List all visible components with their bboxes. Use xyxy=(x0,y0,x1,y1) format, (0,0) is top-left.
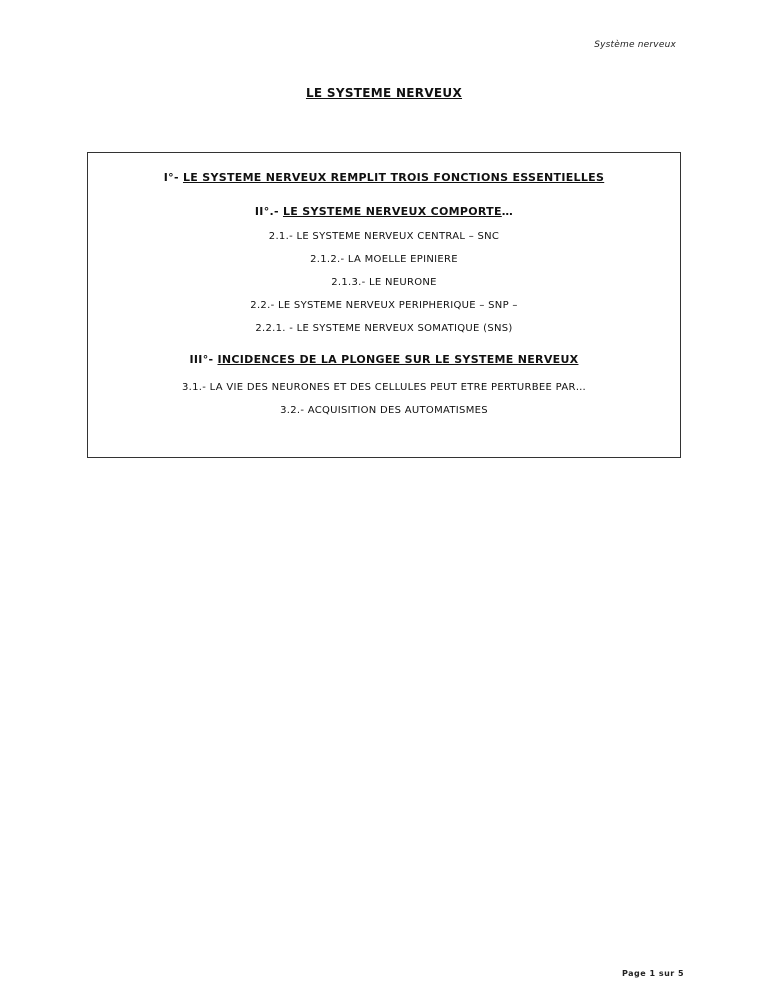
page-number: Page 1 sur 5 xyxy=(622,969,685,978)
running-header: Système nerveux xyxy=(594,40,676,50)
toc-section-2-heading: LE SYSTEME NERVEUX COMPORTE xyxy=(282,205,502,218)
toc-item-2-1-2: 2.1.2.- LA MOELLE EPINIERE xyxy=(310,254,458,265)
toc-section-1-heading: LE SYSTEME NERVEUX REMPLIT TROIS FONCTIONS ESSENTIELLES xyxy=(182,171,605,184)
toc-section-1-number: I°- xyxy=(163,171,183,184)
toc-item-2-2-1: 2.2.1. - LE SYSTEME NERVEUX SOMATIQUE (SNS) xyxy=(255,323,513,334)
page-title: LE SYSTEME NERVEUX xyxy=(305,86,463,100)
toc-section-2-ellipsis: … xyxy=(501,205,514,218)
table-of-contents xyxy=(87,152,681,458)
toc-item-2-1-3: 2.1.3.- LE NEURONE xyxy=(331,277,437,288)
toc-section-2-number: II°.- xyxy=(254,205,283,218)
toc-section-3 xyxy=(88,353,680,366)
toc-section-3-heading: INCIDENCES DE LA PLONGEE SUR LE SYSTEME NERVEUX xyxy=(217,353,579,366)
toc-item-3-1: 3.1.- LA VIE DES NEURONES ET DES CELLULES PEUT ETRE PERTURBEE PAR… xyxy=(181,382,587,393)
toc-item-2-1: 2.1.- LE SYSTEME NERVEUX CENTRAL – SNC xyxy=(268,231,500,242)
toc-section-1 xyxy=(88,171,680,184)
toc-item-2-2: 2.2.- LE SYSTEME NERVEUX PERIPHERIQUE – SNP – xyxy=(250,300,518,311)
toc-section-2 xyxy=(88,205,680,218)
toc-section-3-number: III°- xyxy=(189,353,218,366)
toc-item-3-2: 3.2.- ACQUISITION DES AUTOMATISMES xyxy=(280,405,488,416)
